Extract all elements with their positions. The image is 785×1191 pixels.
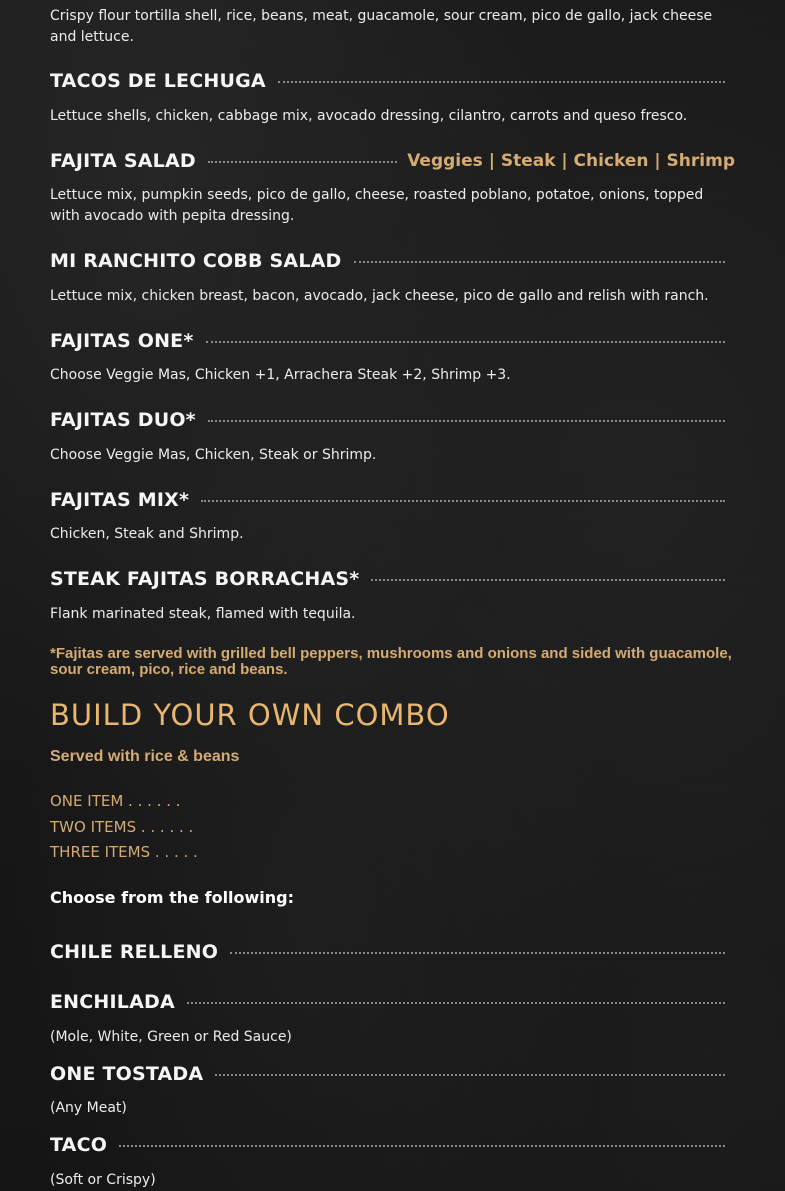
dotted-leader	[201, 500, 725, 502]
dotted-leader	[119, 1145, 725, 1147]
dotted-leader	[230, 952, 725, 954]
item-description: Flank marinated steak, flamed with tequila.	[50, 606, 356, 622]
dotted-leader	[371, 579, 725, 581]
dotted-leader	[206, 341, 726, 343]
combo-size-two: TWO ITEMS . . . . . .	[50, 817, 194, 836]
dotted-leader	[354, 261, 725, 263]
combo-choice-one-tostada	[50, 1059, 735, 1089]
fajitas-note: *Fajitas are served with grilled bell peppers, mushrooms and onions and sided with guacamole, sour cream, pico, rice and beans.	[50, 645, 732, 678]
menu-item-fajita-salad	[50, 146, 735, 176]
menu-item-fajitas-mix	[50, 485, 735, 515]
item-description: (Mole, White, Green or Red Sauce)	[50, 1029, 292, 1045]
combo-choice-chile-relleno	[50, 937, 735, 967]
item-description: Crispy flour tortilla shell, rice, beans, meat, guacamole, sour cream, pico de gallo, jack cheese and lettuce.	[50, 8, 713, 45]
item-title: TACO	[50, 1134, 108, 1156]
item-title: ONE TOSTADA	[50, 1063, 204, 1085]
choose-label: Choose from the following:	[50, 888, 295, 907]
menu-item-fajitas-duo	[50, 405, 735, 435]
item-description: Lettuce mix, chicken breast, bacon, avocado, jack cheese, pico de gallo and relish with ranch.	[50, 288, 709, 304]
combo-size-three: THREE ITEMS . . . . .	[50, 843, 198, 861]
item-title: STEAK FAJITAS BORRACHAS*	[50, 568, 360, 590]
item-description: (Any Meat)	[50, 1100, 127, 1116]
item-title: FAJITAS MIX*	[50, 489, 190, 511]
menu-item-cobb-salad	[50, 246, 735, 276]
menu-item-fajitas-one	[50, 326, 735, 356]
item-description: Choose Veggie Mas, Chicken, Steak or Shrimp.	[50, 447, 377, 463]
dotted-leader	[215, 1074, 725, 1076]
served-with-note: Served with rice & beans	[50, 748, 240, 765]
menu-item-steak-fajitas-borrachas	[50, 564, 735, 594]
item-description: Lettuce mix, pumpkin seeds, pico de gallo, cheese, roasted poblano, potatoe, onions, topped with avocado with pepita dressing.	[50, 187, 704, 224]
item-title: TACOS DE LECHUGA	[50, 70, 266, 92]
dotted-leader	[278, 81, 725, 83]
menu-item-tacos-de-lechuga	[50, 66, 735, 96]
item-options: Veggies | Steak | Chicken | Shrimp	[407, 151, 735, 171]
item-description: Lettuce shells, chicken, cabbage mix, avocado dressing, cilantro, carrots and queso fresco.	[50, 108, 688, 124]
item-title: FAJITAS DUO*	[50, 409, 196, 431]
combo-choice-taco	[50, 1130, 735, 1160]
item-title: CHILE RELLENO	[50, 941, 219, 963]
item-title: ENCHILADA	[50, 991, 175, 1013]
item-description: (Soft or Crispy)	[50, 1172, 156, 1188]
item-title: FAJITA SALAD	[50, 150, 196, 172]
section-title: BUILD YOUR OWN COMBO	[50, 698, 450, 732]
item-title: MI RANCHITO COBB SALAD	[50, 250, 342, 272]
item-description: Chicken, Steak and Shrimp.	[50, 526, 244, 542]
dotted-leader	[208, 420, 725, 422]
combo-size-list	[50, 789, 735, 866]
item-title: FAJITAS ONE*	[50, 330, 194, 352]
combo-choice-enchilada	[50, 987, 735, 1017]
item-description: Choose Veggie Mas, Chicken +1, Arrachera Steak +2, Shrimp +3.	[50, 367, 511, 383]
dotted-leader	[187, 1002, 725, 1004]
dotted-leader	[208, 161, 397, 163]
combo-size-one: ONE ITEM . . . . . .	[50, 792, 181, 810]
